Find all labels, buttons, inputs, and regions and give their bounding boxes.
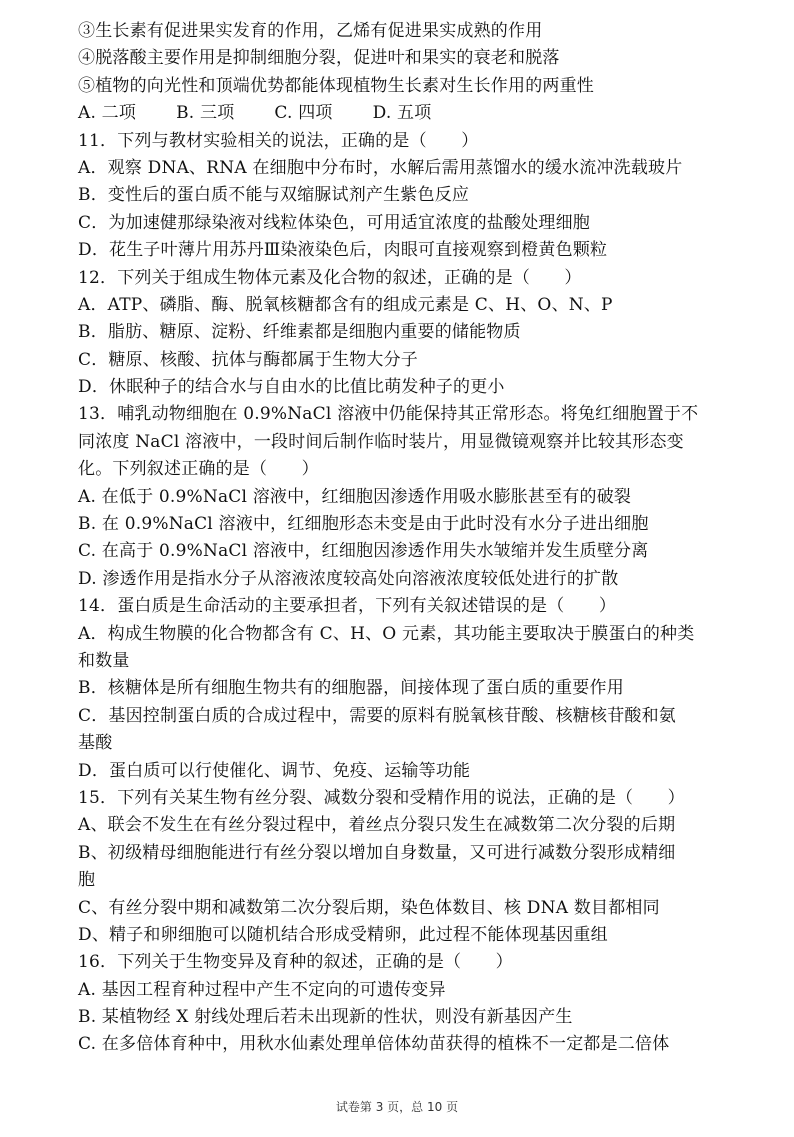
q14-stem: 14．蛋白质是生命活动的主要承担者，下列有关叙述错误的是（ ） [78,596,617,617]
q15-option-b-continued: 胞 [78,870,96,891]
q14-option-b: B．核糖体是所有细胞生物共有的细胞器，间接体现了蛋白质的重要作用 [78,678,624,699]
q16-option-b: B. 某植物经 X 射线处理后若未出现新的性状，则没有新基因产生 [78,1007,573,1028]
q12-option-b: B．脂肪、糖原、淀粉、纤维素都是细胞内重要的储能物质 [78,322,521,343]
q10-statement-3: ③生长素有促进果实发育的作用，乙烯有促进果实成熟的作用 [78,21,543,41]
q14-option-d: D．蛋白质可以行使催化、调节、免疫、运输等功能 [78,760,471,781]
exam-page [78,18,778,1059]
q10-options [78,100,778,127]
q10-option-c: C. 四项 [274,103,333,124]
q10-option-d: D. 五项 [372,103,432,124]
q14-option-a-continued: 和数量 [78,650,130,671]
q10-option-a: A. 二项 [78,103,137,124]
q11-option-d: D．花生子叶薄片用苏丹Ⅲ染液染色后，肉眼可直接观察到橙黄色颗粒 [78,240,608,261]
q15-option-c: C、有丝分裂中期和减数第二次分裂后期，染色体数目、核 DNA 数目都相同 [78,897,660,918]
q13-option-c: C. 在高于 0.9%NaCl 溶液中，红细胞因渗透作用失水皱缩并发生质壁分离 [78,541,649,562]
q12-stem: 12．下列关于组成生物体元素及化合物的叙述，正确的是（ ） [78,267,582,288]
q13-stem-line-2: 同浓度 NaCl 溶液中，一段时间后制作临时装片，用显微镜观察并比较其形态变 [78,431,684,452]
q15-option-b: B、初级精母细胞能进行有丝分裂以增加自身数量，又可进行减数分裂形成精细 [78,842,676,863]
q16-stem: 16．下列关于生物变异及育种的叙述，正确的是（ ） [78,952,513,973]
q10-statement-4: ④脱落酸主要作用是抑制细胞分裂，促进叶和果实的衰老和脱落 [78,48,560,69]
q12-option-a: A．ATP、磷脂、酶、脱氧核糖都含有的组成元素是 C、H、O、N、P [78,294,613,315]
q13-option-b: B. 在 0.9%NaCl 溶液中，红细胞形态未变是由于此时没有水分子进出细胞 [78,514,649,535]
q10-option-b: B. 三项 [176,103,235,124]
q13-stem-line-1: 13．哺乳动物细胞在 0.9%NaCl 溶液中仍能保持其正常形态。将兔红细胞置于不 [78,404,699,425]
q12-option-c: C．糖原、核酸、抗体与酶都属于生物大分子 [78,349,419,370]
q11-option-c: C．为加速健那绿染液对线粒体染色，可用适宜浓度的盐酸处理细胞 [78,212,591,233]
q13-option-a: A. 在低于 0.9%NaCl 溶液中，红细胞因渗透作用吸水膨胀甚至有的破裂 [78,486,632,507]
q15-option-a: A、联会不发生在有丝分裂过程中，着丝点分裂只发生在减数第二次分裂的后期 [78,815,676,836]
q12-option-d: D．休眠种子的结合水与自由水的比值比萌发种子的更小 [78,377,505,398]
q14-option-c-continued: 基酸 [78,733,113,754]
q14-option-a: A．构成生物膜的化合物都含有 C、H、O 元素，其功能主要取决于膜蛋白的种类 [78,623,695,644]
q15-option-d: D、精子和卵细胞可以随机结合形成受精卵，此过程不能体现基因重组 [78,924,608,945]
q16-option-c: C. 在多倍体育种中，用秋水仙素处理单倍体幼苗获得的植株不一定都是二倍体 [78,1034,670,1055]
q16-option-a: A. 基因工程育种过程中产生不定向的可遗传变异 [78,979,446,1000]
page-footer: 试卷第 3 页，总 10 页 [335,1100,459,1114]
q13-stem-line-3: 化。下列叙述正确的是（ ） [78,459,319,480]
q15-stem: 15．下列有关某生物有丝分裂、减数分裂和受精作用的说法，正确的是（ ） [78,787,685,808]
q11-stem: 11．下列与教材实验相关的说法，正确的是（ ） [78,130,479,151]
q10-statement-5: ⑤植物的向光性和顶端优势都能体现植物生长素对生长作用的两重性 [78,75,594,96]
q14-option-c: C．基因控制蛋白质的合成过程中，需要的原料有脱氧核苷酸、核糖核苷酸和氨 [78,705,677,726]
q11-option-a: A．观察 DNA、RNA 在细胞中分布时，水解后需用蒸馏水的缓水流冲洗载玻片 [78,157,683,178]
q13-option-d: D. 渗透作用是指水分子从溶液浓度较高处向溶液浓度较低处进行的扩散 [78,568,619,589]
q11-option-b: B．变性后的蛋白质不能与双缩脲试剂产生紫色反应 [78,185,470,206]
